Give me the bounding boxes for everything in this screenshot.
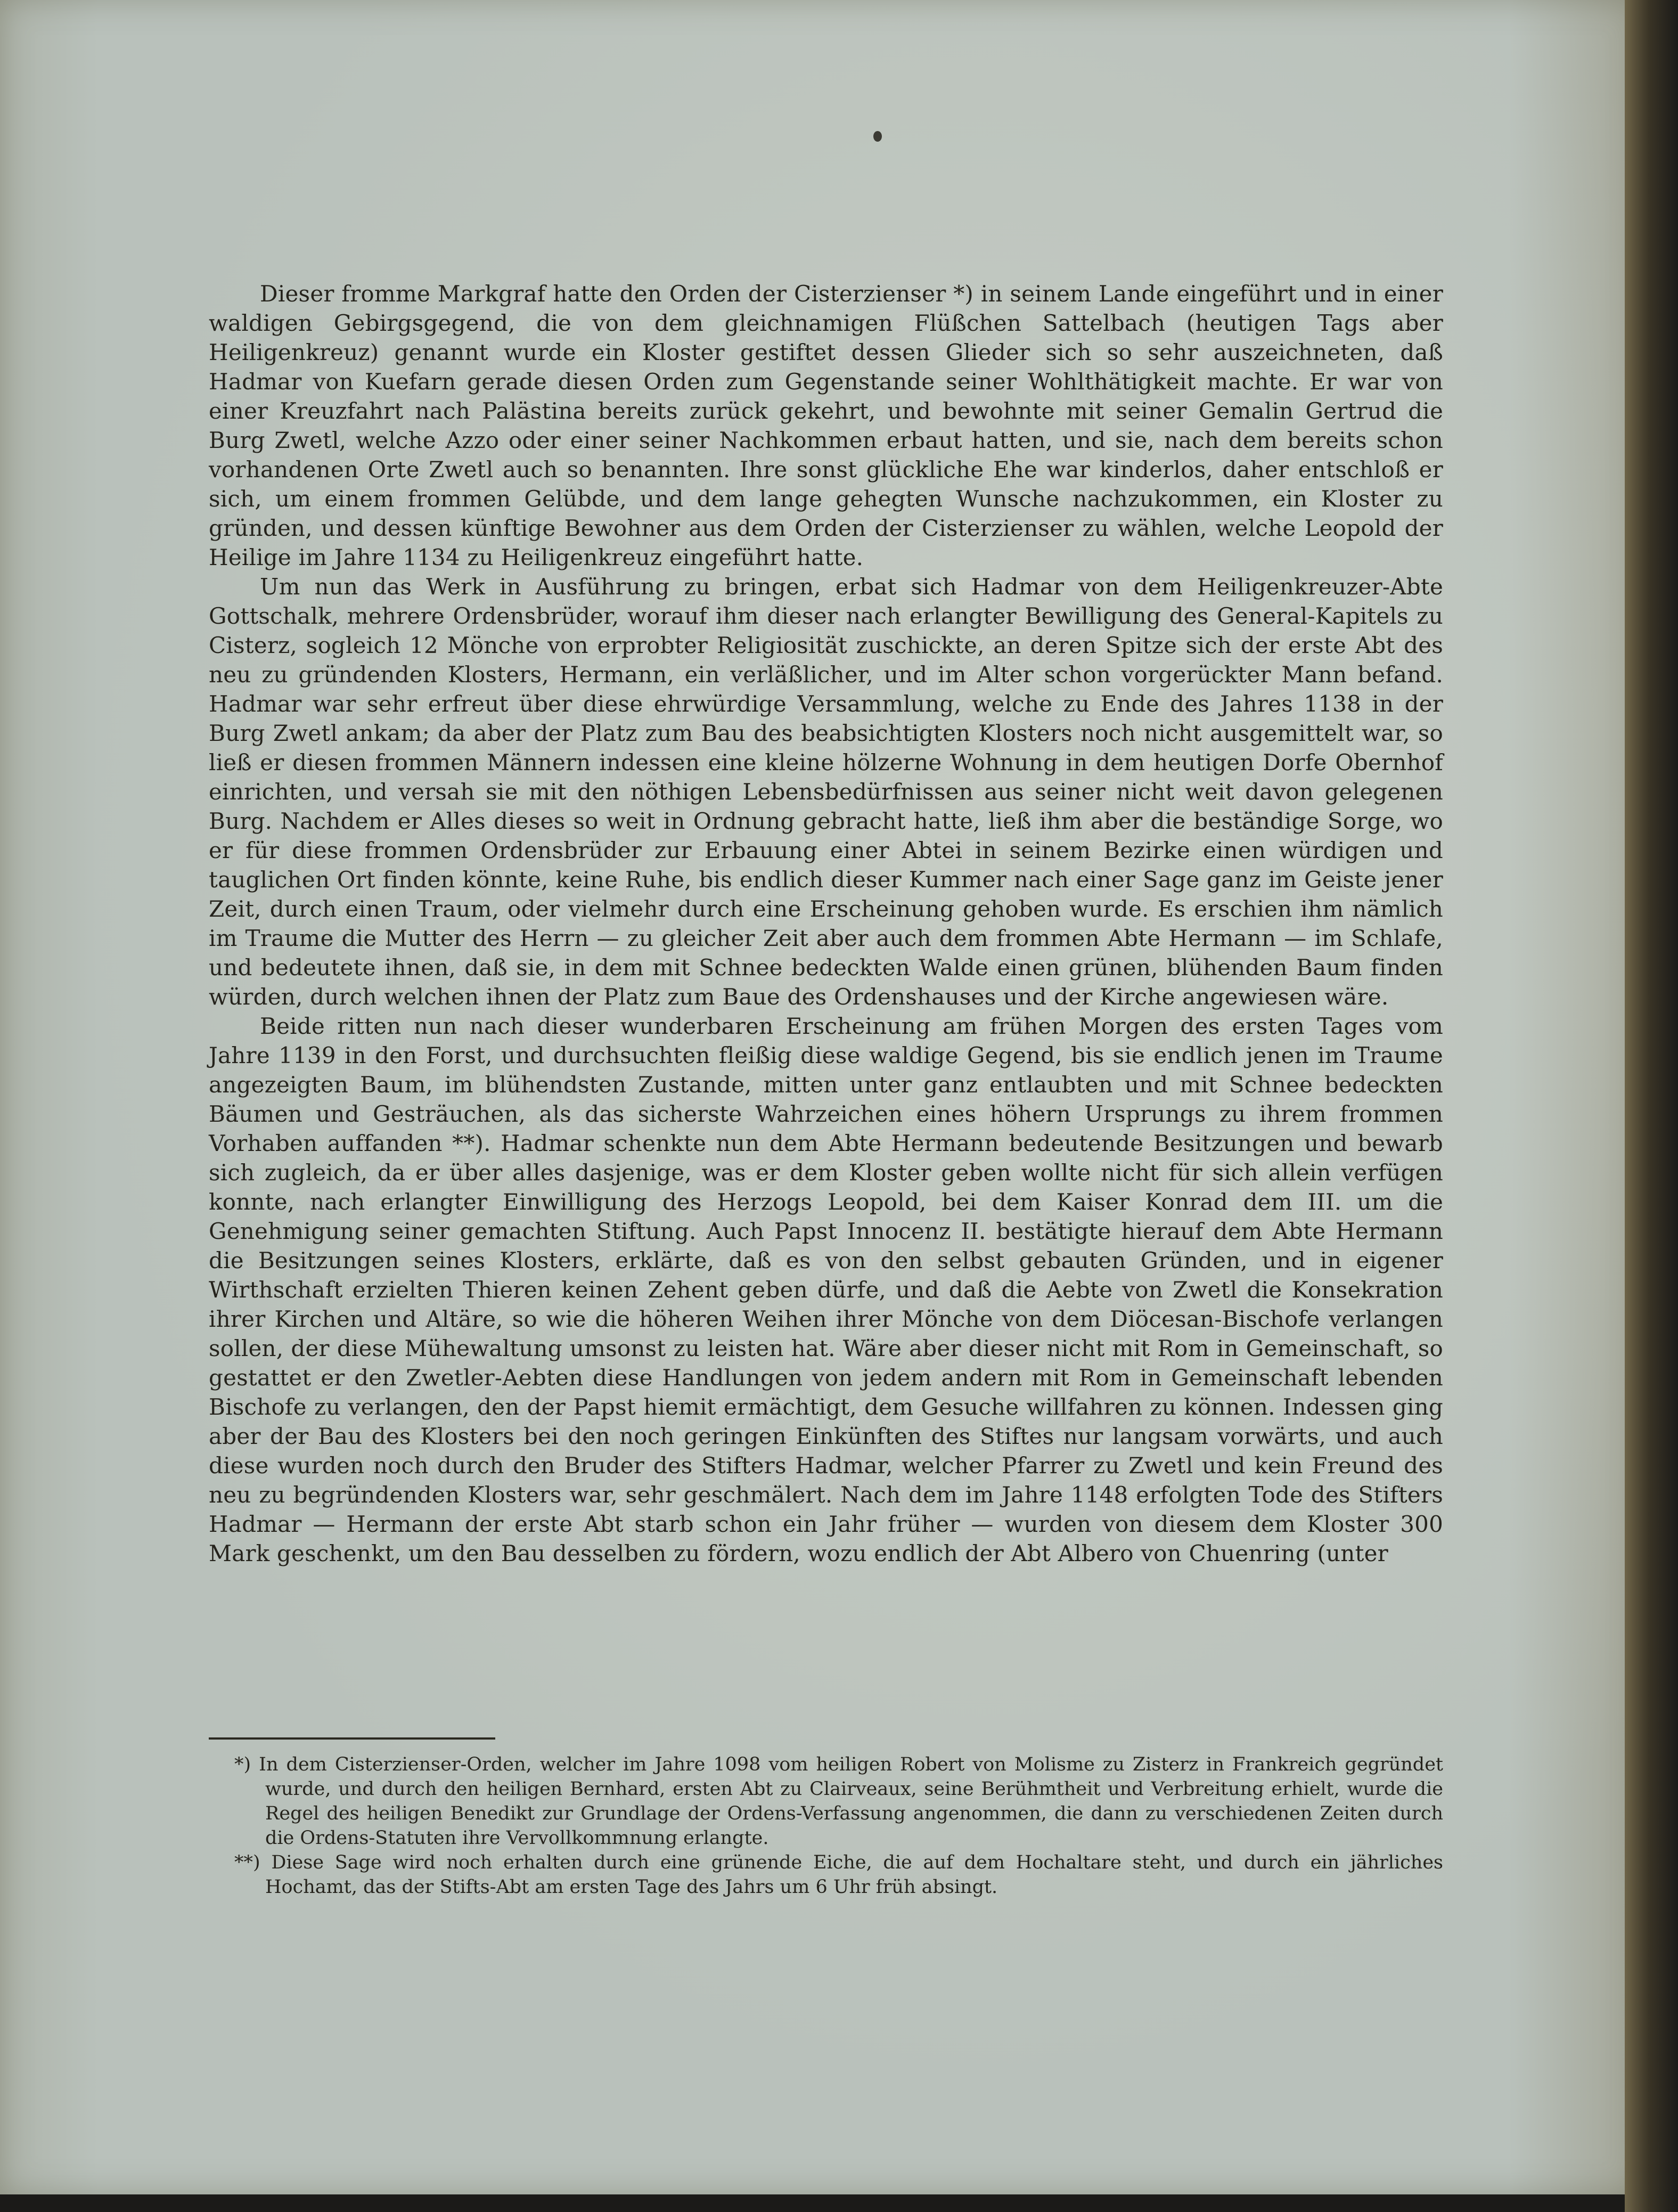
paragraph-3: Beide ritten nun nach dieser wunderbaren Erscheinung am frühen Morgen des ersten Tages vom Jahre 1139 in den Forst, und durchsuchten fleißig diese waldige Gegend, bis sie endlich jenen im Traume angezeigten Baum, im blühendsten Zustande, mitten unter ganz entlaubten und mit Schnee bedeckten Bäumen und Gesträuchen, als das sicherste Wahrzeichen eines höhern Ursprungs zu ihrem frommen Vorhaben auffanden **). Hadmar schenkte nun dem Abte Hermann bedeutende Besitzungen und bewarb sich zugleich, da er über alles dasjenige, was er dem Kloster geben wollte nicht für sich allein verfügen konnte, nach erlangter Einwilligung des Herzogs Leopold, bei dem Kaiser Konrad dem III. um die Genehmigung seiner gemachten Stiftung. Auch Papst Innocenz II. bestätigte hierauf dem Abte Hermann die Besitzungen seines Klosters, erklärte, daß es von den selbst gebauten Gründen, und in eigener Wirthschaft erzielten Thieren keinen Zehent geben dürfe, und daß die Aebte von Zwetl die Konsekration ihrer Kirchen und Altäre, so wie die höheren Weihen ihrer Mönche von dem Diöcesan-Bischofe verlangen sollen, der diese Mühewaltung umsonst zu leisten hat. Wäre aber dieser nicht mit Rom in Gemeinschaft, so gestattet er den Zwetler-Aebten diese Handlungen von jedem andern mit Rom in Gemeinschaft lebenden Bischofe zu verlangen, den der Papst hiemit ermächtigt, dem Gesuche willfahren zu können. Indessen ging aber der Bau des Klosters bei den noch geringen Einkünften des Stiftes nur langsam vorwärts, und auch diese wurden noch durch den Bruder des Stifters Hadmar, welcher Pfarrer zu Zwetl und kein Freund des neu zu begründenden Klosters war, sehr geschmälert. Nach dem im Jahre 1148 erfolgten Tode des Stifters Hadmar — Hermann der erste Abt starb schon ein Jahr früher — wurden von diesem dem Kloster 300 Mark geschenkt, um den Bau desselben zu fördern, wozu endlich der Abt Albero von Chuenring (unter — [209, 1013, 1443, 1566]
ink-speck — [873, 131, 882, 142]
book-binding-edge — [1625, 0, 1678, 2212]
footnote-divider — [209, 1737, 495, 1740]
footnote-1: *) In dem Cisterzienser-Orden, welcher im Jahre 1098 vom heiligen Robert von Molisme zu Zisterz in Frankreich gegründet wurde, und durch den heiligen Bernhard, ersten Abt zu Clairveaux, seine Berühmtheit und Verbreitung erhielt, wurde die Regel des heiligen Benedikt zur Grundlage der Ordens-Verfassung angenommen, die dann zu verschiedenen Zeiten durch die Ordens-Statuten ihre Vervollkommnung erlangte. — [234, 1754, 1443, 1849]
footnotes — [234, 1752, 1443, 1899]
paragraph-2: Um nun das Werk in Ausführung zu bringen, erbat sich Hadmar von dem Heiligenkreuzer-Abte Gottschalk, mehrere Ordensbrüder, worauf ihm dieser nach erlangter Bewilligung des General-Kapitels zu Cisterz, sogleich 12 Mönche von erprobter Religiosität zuschickte, an deren Spitze sich der erste Abt des neu zu gründenden Klosters, Hermann, ein verläßlicher, und im Alter schon vorgerückter Mann befand. Hadmar war sehr erfreut über diese ehrwürdige Versammlung, welche zu Ende des Jahres 1138 in der Burg Zwetl ankam; da aber der Platz zum Bau des beabsichtigten Klosters noch nicht ausgemittelt war, so ließ er diesen frommen Männern indessen eine kleine hölzerne Wohnung in dem heutigen Dorfe Obernhof einrichten, und versah sie mit den nöthigen Lebensbedürfnissen aus seiner nicht weit davon gelegenen Burg. Nachdem er Alles dieses so weit in Ordnung gebracht hatte, ließ ihm aber die beständige Sorge, wo er für diese frommen Ordensbrüder zur Erbauung einer Abtei in seinem Bezirke einen würdigen und tauglichen Ort finden könnte, keine Ruhe, bis endlich dieser Kummer nach einer Sage ganz im Geiste jener Zeit, durch einen Traum, oder vielmehr durch eine Erscheinung gehoben wurde. Es erschien ihm nämlich im Traume die Mutter des Herrn — zu gleicher Zeit aber auch dem frommen Abte Hermann — im Schlafe, und bedeutete ihnen, daß sie, in dem mit Schnee bedeckten Walde einen grünen, blühenden Baum finden würden, durch welchen ihnen der Platz zum Baue des Ordenshauses und der Kirche angewiesen wäre. — [209, 574, 1443, 1010]
footnote-2: **) Diese Sage wird noch erhalten durch eine grünende Eiche, die auf dem Hochaltare steht, und durch ein jährliches Hochamt, das der Stifts-Abt am ersten Tage des Jahrs um 6 Uhr früh absingt. — [234, 1852, 1443, 1898]
main-text — [209, 279, 1443, 1568]
paragraph-1: Dieser fromme Markgraf hatte den Orden der Cisterzienser *) in seinem Lande eingeführt und in einer waldigen Gebirgsgegend, die von dem gleichnamigen Flüßchen Sattelbach (heutigen Tags aber Heiligenkreuz) genannt wurde ein Kloster gestiftet dessen Glieder sich so sehr auszeichneten, daß Hadmar von Kuefarn gerade diesen Orden zum Gegenstande seiner Wohlthätigkeit machte. Er war von einer Kreuzfahrt nach Palästina bereits zurück gekehrt, und bewohnte mit seiner Gemalin Gertrud die Burg Zwetl, welche Azzo oder einer seiner Nachkommen erbaut hatten, und sie, nach dem bereits schon vorhandenen Orte Zwetl auch so benannten. Ihre sonst glückliche Ehe war kinderlos, daher entschloß er sich, um einem frommen Gelübde, und dem lange gehegten Wunsche nachzukommen, ein Kloster zu gründen, und dessen künftige Bewohner aus dem Orden der Cisterzienser zu wählen, welche Leopold der Heilige im Jahre 1134 zu Heiligenkreuz eingeführt hatte. — [209, 281, 1443, 570]
